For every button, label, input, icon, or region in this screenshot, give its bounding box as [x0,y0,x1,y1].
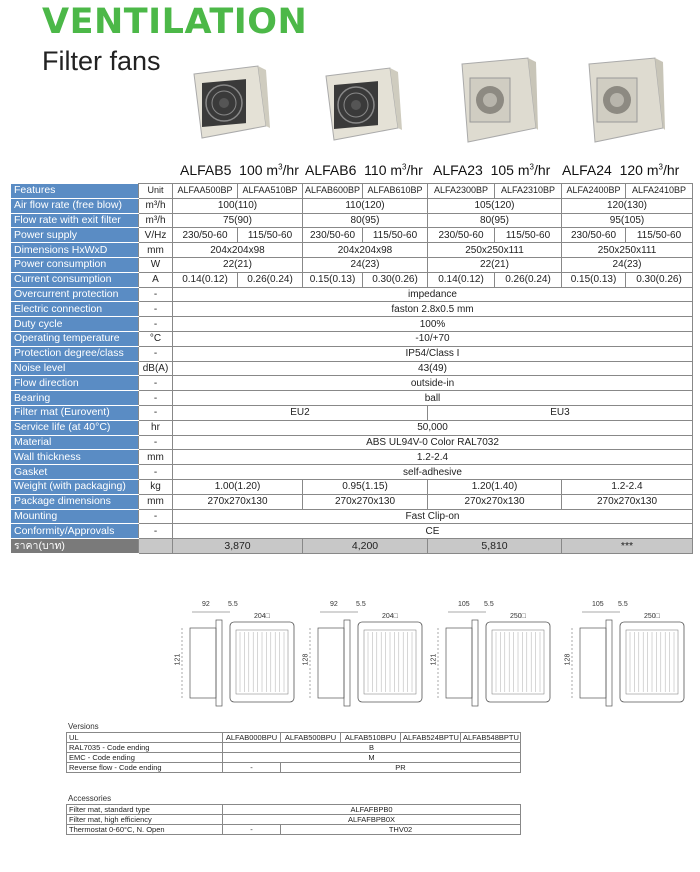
row-label: Dimensions HxWxD [11,243,139,258]
table-cell: - [223,763,281,773]
table-cell: 204x204x98 [303,243,428,258]
price-label: ราคา(บาท) [11,539,139,554]
row-label: Wall thickness [11,450,139,465]
table-cell: 0.15(0.13) [303,272,363,287]
row-unit: - [139,287,173,302]
depth-dimension: 105 [458,601,470,608]
price-value: *** [562,539,693,554]
table-row [11,465,693,480]
row-label: Thermostat 0-60°C, N. Open [67,825,223,835]
table-cell: 1.00(1.20) [173,479,303,494]
table-cell: 100(110) [173,198,303,213]
table-cell: 50,000 [173,420,693,435]
row-label: Bearing [11,391,139,406]
table-row [11,228,693,243]
table-cell: 250x250x111 [562,243,693,258]
width-dimension: 204□ [382,613,398,620]
row-label: Package dimensions [11,494,139,509]
row-unit: hr [139,420,173,435]
row-label: Electric connection [11,302,139,317]
dimension-drawing [560,598,686,708]
spec-table [10,183,693,554]
model-code: ALFAA500BP [173,184,238,199]
row-unit: dB(A) [139,361,173,376]
table-cell: 24(23) [303,257,428,272]
table-cell: ALFAFBPB0X [223,815,521,825]
table-row [11,420,693,435]
table-row [11,450,693,465]
table-cell: 80(95) [303,213,428,228]
row-unit: - [139,435,173,450]
table-row [11,405,693,420]
model-code: ALFA2400BP [562,184,626,199]
row-label: Flow direction [11,376,139,391]
table-cell: ALFAFBPB0 [223,805,521,815]
row-label: Filter mat, standard type [67,805,223,815]
model-code: ALFA2410BP [626,184,693,199]
table-cell: 80(95) [428,213,562,228]
price-row [11,539,693,554]
table-cell: IP54/Class I [173,346,693,361]
table-row [11,272,693,287]
table-row [11,361,693,376]
width-dimension: 250□ [644,613,660,620]
price-value: 3,870 [173,539,303,554]
row-label: UL [67,733,223,743]
row-label: Reverse flow - Code ending [67,763,223,773]
versions-table [66,732,521,773]
width-dimension: 204□ [254,613,270,620]
fan-image-alfa24 [585,56,665,156]
fan-image-alfab5 [190,56,270,156]
table-cell: ALFAB000BPU [223,733,281,743]
table-cell: EU2 [173,405,428,420]
row-label: EMC - Code ending [67,753,223,763]
row-label: Air flow rate (free blow) [11,198,139,213]
flange-dimension: 5.5 [618,601,628,608]
fan-image-alfa23 [458,56,538,156]
header-row [11,184,693,199]
table-cell: 0.30(0.26) [626,272,693,287]
table-cell: 24(23) [562,257,693,272]
row-label: Power supply [11,228,139,243]
table-row [11,435,693,450]
table-row [11,524,693,539]
height-dimension: 121 [174,653,182,666]
fan-image-alfab6 [322,56,402,156]
table-cell: EU3 [428,405,693,420]
page-title: VENTILATION [42,2,308,42]
table-cell: 115/50-60 [626,228,693,243]
row-unit: kg [139,479,173,494]
row-label: Service life (at 40°C) [11,420,139,435]
price-value: 4,200 [303,539,428,554]
table-row [11,257,693,272]
row-label: Operating temperature [11,331,139,346]
row-label: Noise level [11,361,139,376]
row-label: Conformity/Approvals [11,524,139,539]
table-cell: 204x204x98 [173,243,303,258]
unit-header: Unit [139,184,173,199]
row-label: Filter mat (Eurovent) [11,405,139,420]
height-dimension: 121 [430,653,438,666]
price-unit [139,539,173,554]
table-row [11,302,693,317]
table-cell: 1.2-2.4 [173,450,693,465]
table-cell: M [223,753,521,763]
table-row [67,825,521,835]
row-label: Filter mat, high efficiency [67,815,223,825]
table-cell: 115/50-60 [363,228,428,243]
row-label: Duty cycle [11,317,139,332]
table-cell: 120(130) [562,198,693,213]
table-cell: 0.95(1.15) [303,479,428,494]
table-row [67,743,521,753]
table-cell: 115/50-60 [238,228,303,243]
dimension-drawing [298,598,424,708]
table-cell: 0.14(0.12) [173,272,238,287]
features-header: Features [11,184,139,199]
depth-dimension: 92 [330,601,338,608]
table-cell: ALFAB500BPU [281,733,341,743]
table-cell: ABS UL94V-0 Color RAL7032 [173,435,693,450]
table-cell: 22(21) [173,257,303,272]
table-cell: 115/50-60 [495,228,562,243]
model-heading: ALFA23 105 $m^3/hr$ [433,162,551,178]
table-cell: PR [281,763,521,773]
row-unit: A [139,272,173,287]
table-cell: ALFAB510BPU [341,733,401,743]
table-cell: 22(21) [428,257,562,272]
model-code: ALFA2300BP [428,184,495,199]
row-unit: m³/h [139,198,173,213]
row-unit: - [139,509,173,524]
table-row [11,198,693,213]
row-label: Overcurrent protection [11,287,139,302]
table-row [67,805,521,815]
table-row [11,331,693,346]
table-cell: impedance [173,287,693,302]
table-row [11,287,693,302]
table-cell: 43(49) [173,361,693,376]
table-row [11,391,693,406]
row-unit: - [139,376,173,391]
row-label: Power consumption [11,257,139,272]
table-cell: 0.15(0.13) [562,272,626,287]
table-cell: 0.14(0.12) [428,272,495,287]
row-unit: W [139,257,173,272]
table-cell: 1.20(1.40) [428,479,562,494]
model-heading: ALFA24 120 $m^3/hr$ [562,162,680,178]
row-unit: - [139,391,173,406]
table-row [11,346,693,361]
table-row [67,733,521,743]
row-label: Material [11,435,139,450]
flange-dimension: 5.5 [356,601,366,608]
table-row [11,509,693,524]
table-cell: THV02 [281,825,521,835]
flange-dimension: 5.5 [484,601,494,608]
table-cell: ALFAB524BPTU [401,733,461,743]
height-dimension: 128 [302,653,310,666]
row-unit: m³/h [139,213,173,228]
table-cell: outside-in [173,376,693,391]
row-unit: V/Hz [139,228,173,243]
table-row [67,815,521,825]
row-label: Gasket [11,465,139,480]
row-label: Flow rate with exit filter [11,213,139,228]
table-cell: 270x270x130 [562,494,693,509]
table-row [67,763,521,773]
table-cell: 270x270x130 [428,494,562,509]
table-cell: 105(120) [428,198,562,213]
row-unit: - [139,405,173,420]
row-label: Current consumption [11,272,139,287]
table-row [67,753,521,763]
table-cell: 0.26(0.24) [495,272,562,287]
table-cell: ALFAB548BPTU [461,733,521,743]
table-row [11,494,693,509]
dimension-drawing [170,598,296,708]
width-dimension: 250□ [510,613,526,620]
table-cell: 230/50-60 [428,228,495,243]
table-row [11,479,693,494]
table-row [11,243,693,258]
table-cell: 1.2-2.4 [562,479,693,494]
row-unit: - [139,524,173,539]
table-cell: 230/50-60 [173,228,238,243]
model-code: ALFAA510BP [238,184,303,199]
table-cell: 230/50-60 [562,228,626,243]
row-unit: mm [139,494,173,509]
model-code: ALFA2310BP [495,184,562,199]
row-unit: - [139,302,173,317]
table-cell: faston 2.8x0.5 mm [173,302,693,317]
row-unit: °C [139,331,173,346]
table-cell: self-adhesive [173,465,693,480]
table-cell: 110(120) [303,198,428,213]
price-value: 5,810 [428,539,562,554]
table-cell: 75(90) [173,213,303,228]
row-unit: mm [139,450,173,465]
accessories-table [66,804,521,835]
table-cell: - [223,825,281,835]
table-cell: 250x250x111 [428,243,562,258]
table-cell: B [223,743,521,753]
model-code: ALFAB600BP [303,184,363,199]
table-cell: 230/50-60 [303,228,363,243]
dimension-drawing [426,598,552,708]
row-unit: - [139,346,173,361]
page-subtitle: Filter fans [42,46,161,76]
table-cell: 0.30(0.26) [363,272,428,287]
table-cell: 0.26(0.24) [238,272,303,287]
table-cell: 270x270x130 [173,494,303,509]
model-heading: ALFAB6 110 $m^3/hr$ [305,162,423,178]
row-label: Protection degree/class [11,346,139,361]
table-cell: Fast Clip-on [173,509,693,524]
model-code: ALFAB610BP [363,184,428,199]
flange-dimension: 5.5 [228,601,238,608]
depth-dimension: 105 [592,601,604,608]
row-unit: - [139,317,173,332]
accessories-caption: Accessories [68,794,112,803]
height-dimension: 128 [564,653,572,666]
depth-dimension: 92 [202,601,210,608]
table-cell: ball [173,391,693,406]
table-cell: 100% [173,317,693,332]
table-row [11,317,693,332]
table-cell: 270x270x130 [303,494,428,509]
versions-caption: Versions [68,722,99,731]
model-heading: ALFAB5 100 $m^3/hr$ [180,162,299,178]
row-label: Weight (with packaging) [11,479,139,494]
table-cell: 95(105) [562,213,693,228]
table-row [11,376,693,391]
row-label: RAL7035 - Code ending [67,743,223,753]
row-unit: - [139,465,173,480]
row-label: Mounting [11,509,139,524]
row-unit: mm [139,243,173,258]
table-row [11,213,693,228]
table-cell: -10/+70 [173,331,693,346]
table-cell: CE [173,524,693,539]
